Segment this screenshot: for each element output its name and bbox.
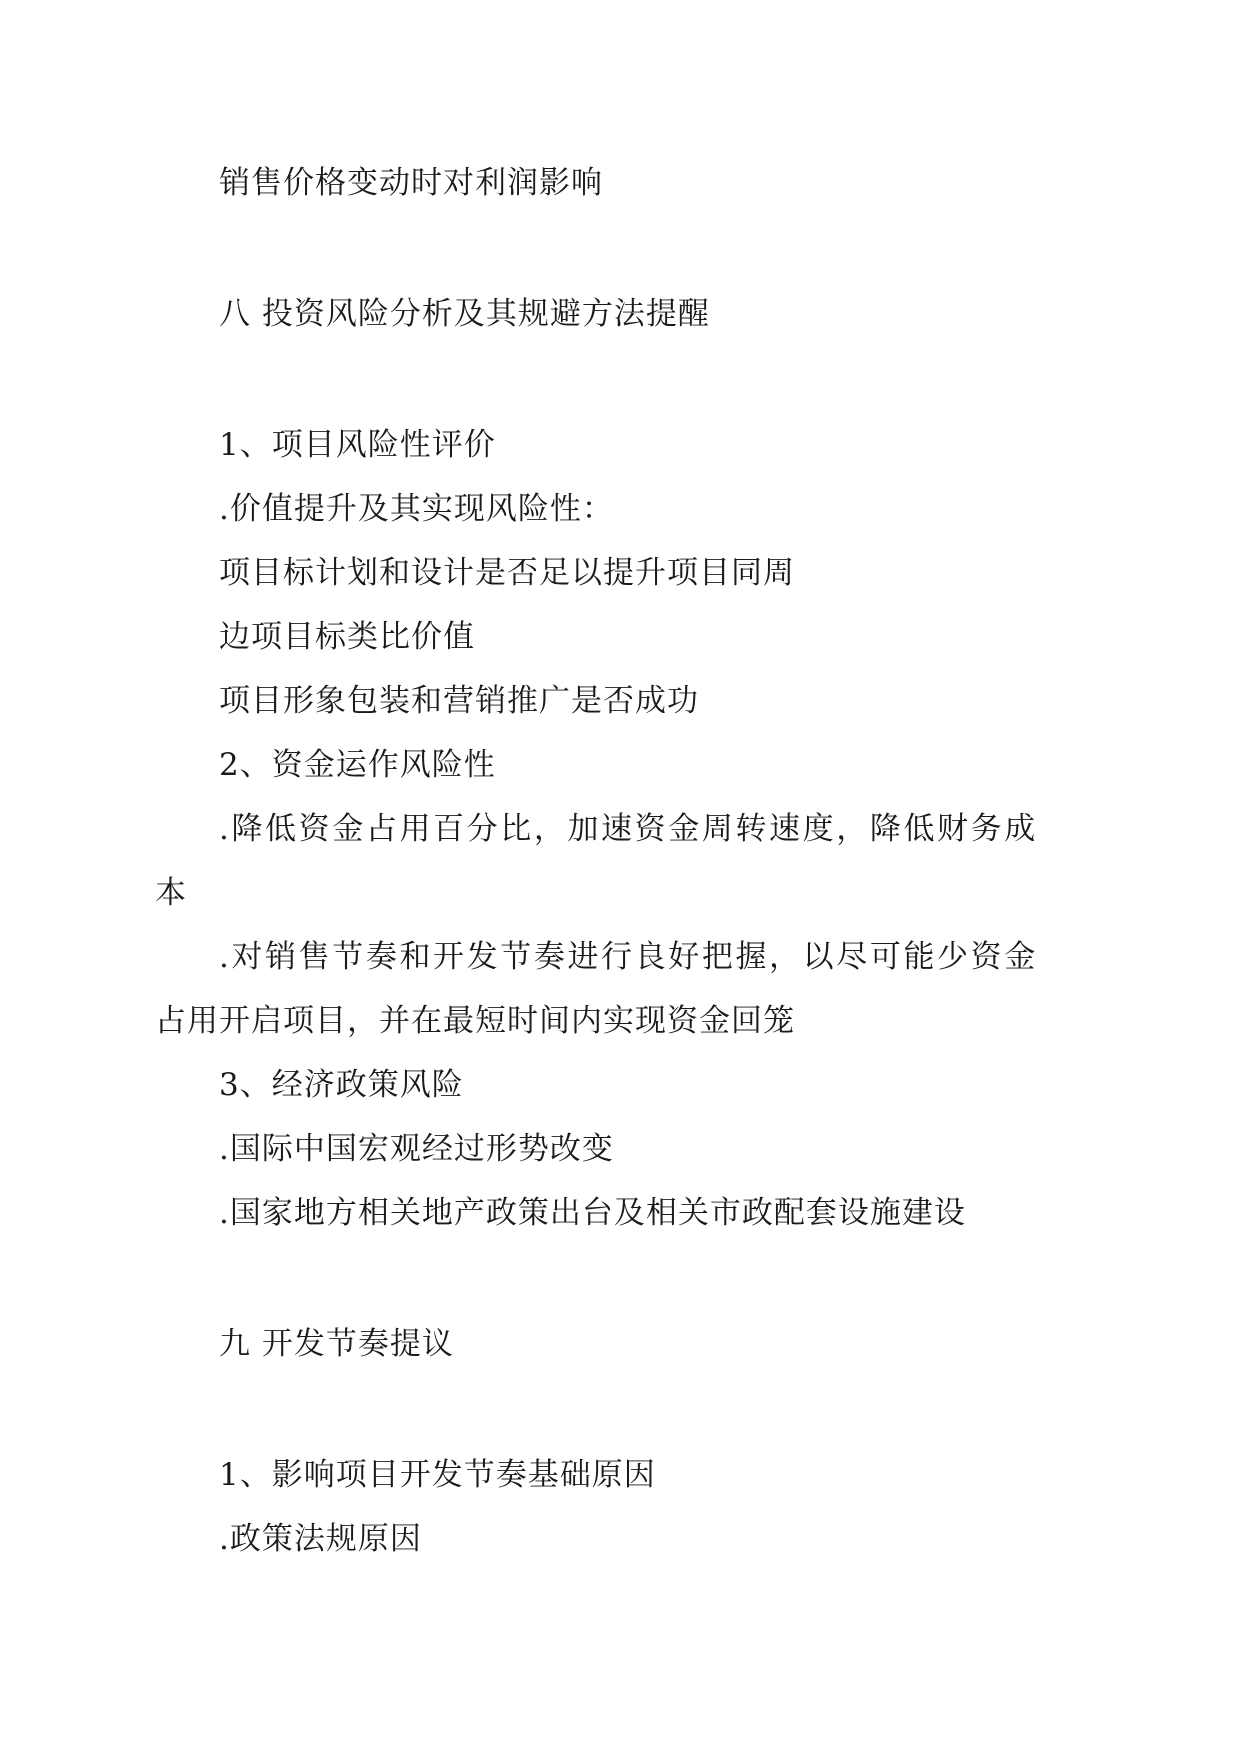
section-heading-9: 九 开发节奏提议	[219, 1326, 454, 1362]
paragraph-marketing-success: 项目形象包装和营销推广是否成功	[219, 683, 699, 719]
paragraph-plan-design: 项目标计划和设计是否足以提升项目同周	[219, 555, 795, 591]
subheading-1-development-factors: 1、影响项目开发节奏基础原因	[219, 1457, 656, 1493]
paragraph-comparable-value: 边项目标类比价值	[219, 619, 475, 655]
list-item-macro-situation: .国际中国宏观经过形势改变	[219, 1131, 614, 1167]
list-item-policy-regulation: .政策法规原因	[219, 1521, 422, 1557]
list-item-value-increase-risk: .价值提升及其实现风险性：	[219, 491, 614, 527]
subheading-1-project-risk: 1、项目风险性评价	[219, 427, 496, 463]
section-heading-8: 八 投资风险分析及其规避方法提醒	[219, 296, 710, 332]
list-item-reduce-capital: .降低资金占用百分比，加速资金周转速度，降低财务成	[219, 811, 1038, 847]
subheading-2-capital-risk: 2、资金运作风险性	[219, 747, 496, 783]
list-item-sales-rhythm: .对销售节奏和开发节奏进行良好把握，以尽可能少资金	[219, 939, 1038, 975]
list-item-sales-rhythm-cont: 占用开启项目，并在最短时间内实现资金回笼	[155, 1003, 795, 1039]
list-item-policy-facilities: .国家地方相关地产政策出台及相关市政配套设施建设	[219, 1195, 966, 1231]
list-item-reduce-capital-cont: 本	[155, 875, 187, 911]
paragraph-price-profit-impact: 销售价格变动时对利润影响	[219, 165, 603, 201]
subheading-3-policy-risk: 3、经济政策风险	[219, 1067, 464, 1103]
